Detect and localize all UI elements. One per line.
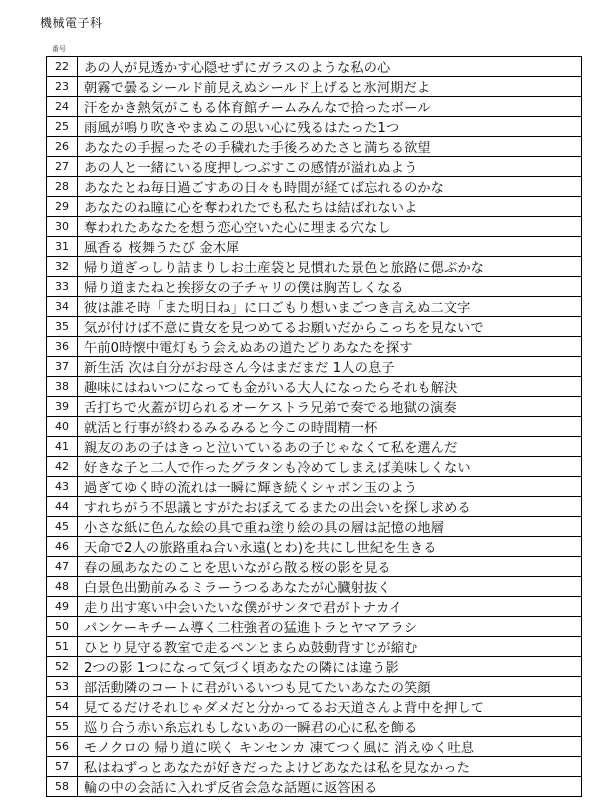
row-number: 57 [47,757,78,777]
poem-text: パンケーキチーム導く二柱強者の猛進トラとヤマアラシ [78,617,582,637]
row-number: 55 [47,717,78,737]
poem-text: 輪の中の会話に入れず反省会急な話題に返答困る [78,777,582,797]
row-number: 38 [47,377,78,397]
table-row [47,257,582,277]
row-number: 39 [47,397,78,417]
table-row [47,457,582,477]
poem-text: あの人と一緒にいる度押しつぶすこの感情が溢れぬよう [78,157,582,177]
poem-text: 趣味にはねいつになっても金がいる大人になったらそれも解決 [78,377,582,397]
table-row [47,97,582,117]
table-row [47,677,582,697]
row-number: 53 [47,677,78,697]
table-row [47,517,582,537]
poem-text: 巡り合う赤い糸忘れもしないあの一瞬君の心に私を飾る [78,717,582,737]
row-number: 34 [47,297,78,317]
poem-text: あなたのね瞳に心を奪われたでも私たちは結ばれないよ [78,197,582,217]
table-row [47,357,582,377]
poem-text: 新生活 次は自分がお母さん今はまだまだ 1人の息子 [78,357,582,377]
row-number: 51 [47,637,78,657]
table-row [47,557,582,577]
poem-text: 午前0時懐中電灯もう会えぬあの道たどりあなたを探す [78,337,582,357]
row-number: 45 [47,517,78,537]
row-number: 42 [47,457,78,477]
table-row [47,637,582,657]
poem-text: 2つの影 1つになって気づく頃あなたの隣には違う影 [78,657,582,677]
table-row [47,137,582,157]
table-row [47,477,582,497]
row-number: 37 [47,357,78,377]
table-row [47,497,582,517]
row-number: 32 [47,257,78,277]
table-row [47,177,582,197]
table-row [47,437,582,457]
table-row [47,397,582,417]
row-number: 31 [47,237,78,257]
row-number: 25 [47,117,78,137]
poem-text: 朝霧で曇るシールド前見えぬシールド上げると氷河期だよ [78,77,582,97]
row-number: 28 [47,177,78,197]
poem-text: 春の風あなたのことを思いながら散る桜の影を見る [78,557,582,577]
row-number: 24 [47,97,78,117]
document-title: 機械電子科 [40,16,103,30]
poem-text: ひとり見守る教室で走るペンとまらぬ鼓動背すじが縮む [78,637,582,657]
table-row [47,757,582,777]
row-number: 43 [47,477,78,497]
row-number: 22 [47,57,78,77]
table-row [47,577,582,597]
table-row [47,777,582,797]
poem-text: 気が付けば不意に貴女を見つめてるお願いだからこっちを見ないで [78,317,582,337]
table-row [47,157,582,177]
poem-text: 親友のあの子はきっと泣いているあの子じゃなくて私を選んだ [78,437,582,457]
poem-table-body [47,57,582,797]
poem-text: 好きな子と二人で作ったグラタンも冷めてしまえば美味しくない [78,457,582,477]
row-number: 40 [47,417,78,437]
poem-text: すれちがう不思議とすがたおぼえてるまたの出会いを探し求める [78,497,582,517]
row-number: 56 [47,737,78,757]
table-row [47,57,582,77]
row-number: 29 [47,197,78,217]
table-row [47,297,582,317]
row-number: 54 [47,697,78,717]
poem-text: モノクロの 帰り道に咲く キンセンカ 凍てつく風に 消えゆく吐息 [78,737,582,757]
row-number: 23 [47,77,78,97]
poem-text: 雨風が鳴り吹きやまぬこの思い心に残るはたった1つ [78,117,582,137]
poem-text: 舌打ちで火蓋が切られるオーケストラ兄弟で奏でる地獄の演奏 [78,397,582,417]
table-row [47,597,582,617]
table-row [47,277,582,297]
poem-text: 走り出す寒い中会いたいな僕がサンタで君がトナカイ [78,597,582,617]
table-row [47,77,582,97]
poem-table [46,56,582,797]
row-number: 36 [47,337,78,357]
poem-text: 私はねずっとあなたが好きだったよけどあなたは私を見なかった [78,757,582,777]
row-number: 27 [47,157,78,177]
table-row [47,657,582,677]
row-number: 30 [47,217,78,237]
table-row [47,737,582,757]
table-row [47,317,582,337]
poem-text: 帰り道ぎっしり詰まりしお土産袋と見慣れた景色と旅路に偲ぶかな [78,257,582,277]
number-column-label: 番号 [52,45,66,53]
table-row [47,337,582,357]
row-number: 52 [47,657,78,677]
table-row [47,117,582,137]
table-row [47,697,582,717]
poem-text: 彼は誰そ時「また明日ね」に口ごもり想いまごつき言えぬ二文字 [78,297,582,317]
row-number: 47 [47,557,78,577]
poem-text: 風香る 桜舞うたび 金木犀 [78,237,582,257]
poem-text: 過ぎてゆく時の流れは一瞬に輝き続くシャボン玉のよう [78,477,582,497]
poem-text: 部活動隣のコートに君がいるいつも見てたいあなたの笑顔 [78,677,582,697]
row-number: 26 [47,137,78,157]
poem-text: 汗をかき熱気がこもる体育館チームみんなで拾ったボール [78,97,582,117]
poem-text: 就活と行事が終わるみるみると今この時間精一杯 [78,417,582,437]
poem-text: あなたの手握ったその手穢れた手後ろめたさと満ちる欲望 [78,137,582,157]
table-row [47,237,582,257]
table-row [47,377,582,397]
row-number: 48 [47,577,78,597]
poem-text: 帰り道またねと挨拶女の子チャリの僕は胸苦しくなる [78,277,582,297]
poem-text: あの人が見透かす心隠せずにガラスのような私の心 [78,57,582,77]
table-row [47,217,582,237]
row-number: 58 [47,777,78,797]
poem-text: あなたとね毎日過ごすあの日々も時間が経てば忘れるのかな [78,177,582,197]
row-number: 49 [47,597,78,617]
row-number: 50 [47,617,78,637]
row-number: 35 [47,317,78,337]
row-number: 44 [47,497,78,517]
row-number: 46 [47,537,78,557]
poem-text: 見てるだけそれじゃダメだと分かってるお天道さんよ背中を押して [78,697,582,717]
table-row [47,417,582,437]
table-row [47,617,582,637]
table-row [47,717,582,737]
row-number: 41 [47,437,78,457]
poem-text: 奪われたあなたを想う恋心空いた心に埋まる穴なし [78,217,582,237]
table-row [47,197,582,217]
poem-text: 小さな紙に色んな絵の具で重ね塗り絵の具の層は記憶の地層 [78,517,582,537]
row-number: 33 [47,277,78,297]
table-row [47,537,582,557]
poem-text: 白景色出勤前みるミラーうつるあなたが心臓射抜く [78,577,582,597]
poem-text: 天命で2人の旅路重ね合い永遠(とわ)を共にし世紀を生きる [78,537,582,557]
